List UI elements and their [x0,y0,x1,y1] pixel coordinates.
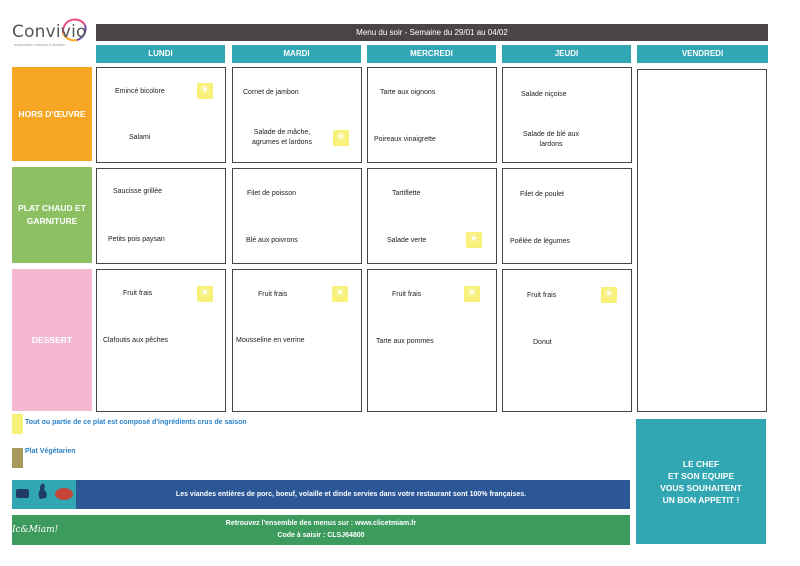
day-header-mardi: MARDI [232,45,361,63]
category-hors-oeuvre [12,67,92,161]
logo-wordmark: Convivio [12,22,87,42]
dish [239,128,325,148]
season-sun-icon [333,130,349,146]
french-meat-animals-icon [12,480,76,509]
menu-title: Menu du soir - Semaine du 29/01 au 04/02 [96,24,768,41]
season-sun-icon [466,232,482,248]
dish: Fruit frais [123,290,153,297]
clicetmiam-logo: Ic&Miam! [12,525,59,535]
dish: Petits pois paysan [108,236,165,243]
website-banner [12,515,630,545]
dish: Fruit frais [527,292,557,299]
origin-banner-text: Les viandes entières de porc, boeuf, volaille et dinde servies dans votre restaurant sont 100% françaises. [175,491,527,498]
dish: Tarte aux oignons [380,89,436,96]
cell-mercredi-hors-oeuvre [367,67,497,163]
dish: Clafoutis aux pêches [103,337,168,344]
cell-mardi-dessert [232,269,362,412]
dish: Salade niçoise [521,91,567,98]
season-sun-icon [197,286,213,302]
chef-line: UN BON APPETIT ! [662,494,740,505]
legend-vegetarian: Plat Végétarien [25,448,76,455]
dish: Fruit frais [258,291,288,298]
dish: Saucisse grillée [113,188,163,195]
website-code: Code à saisir : CLSJ64800 [277,532,365,539]
dish-line: agrumes et lardons [252,139,312,146]
origin-banner [12,480,630,509]
dish: Donut [533,339,552,346]
day-header-lundi: LUNDI [96,45,225,63]
season-sun-icon [601,287,617,303]
legend-season: Tout ou partie de ce plat est composé d'ingrédients crus de saison [25,419,247,426]
dish [513,130,589,150]
cell-jeudi-plat [502,168,632,264]
day-header-jeudi: JEUDI [502,45,631,63]
chef-line: VOUS SOUHAITENT [660,482,742,493]
day-header-mercredi: MERCREDI [367,45,496,63]
category-label: DESSERT [31,334,73,345]
dish: Poêlée de légumes [510,238,570,245]
season-sun-icon [197,83,213,99]
category-label: HORS D'ŒUVRE [18,108,86,119]
chef-line: ET SON EQUIPE [667,470,735,481]
category-plat-chaud [12,167,92,263]
dish: Mousseline en verrine [236,337,305,344]
dish: Blé aux poivrons [246,237,298,244]
cell-mercredi-dessert [367,269,497,412]
dish-line: lardons [539,141,563,148]
vegetarian-legend-icon [12,448,23,468]
cell-lundi-dessert [96,269,226,412]
dish: Emincé bicolore [115,88,165,95]
dish: Salami [129,134,151,141]
dish: Poireaux vinaigrette [374,136,436,143]
season-sun-icon [464,286,480,302]
dish: Cornet de jambon [243,89,299,96]
category-dessert [12,269,92,411]
cell-lundi-plat [96,168,226,264]
category-label: PLAT CHAUD ET [18,203,86,213]
cell-mardi-hors-oeuvre [232,67,362,163]
dish: Tartiflette [392,190,421,197]
cell-lundi-hors-oeuvre [96,67,226,163]
website-line: Retrouvez l'ensemble des menus sur : www.clicetmiam.fr [225,520,417,527]
dish: Fruit frais [392,291,422,298]
cell-jeudi-hors-oeuvre [502,67,632,163]
day-header-vendredi: VENDREDI [637,45,768,63]
chef-message [636,419,766,544]
animals-icon [12,480,76,509]
dish: Salade verte [387,237,427,244]
category-label: GARNITURE [26,216,78,226]
cell-jeudi-dessert [502,269,632,412]
dish: Filet de poisson [247,190,297,197]
dish: Filet de poulet [520,191,564,198]
season-legend-icon [12,414,23,434]
cell-vendredi-empty [637,69,767,412]
convivio-logo [12,12,92,50]
logo-tagline: restauration collective & services [14,43,65,47]
cell-mercredi-plat [367,168,497,264]
dish: Tarte aux pommes [376,338,434,345]
dish-line: Salade de blé aux [522,131,580,138]
dish-line: Salade de mâche, [253,129,311,136]
chef-line: LE CHEF [682,458,720,469]
season-sun-icon [332,286,348,302]
cell-mardi-plat [232,168,362,264]
